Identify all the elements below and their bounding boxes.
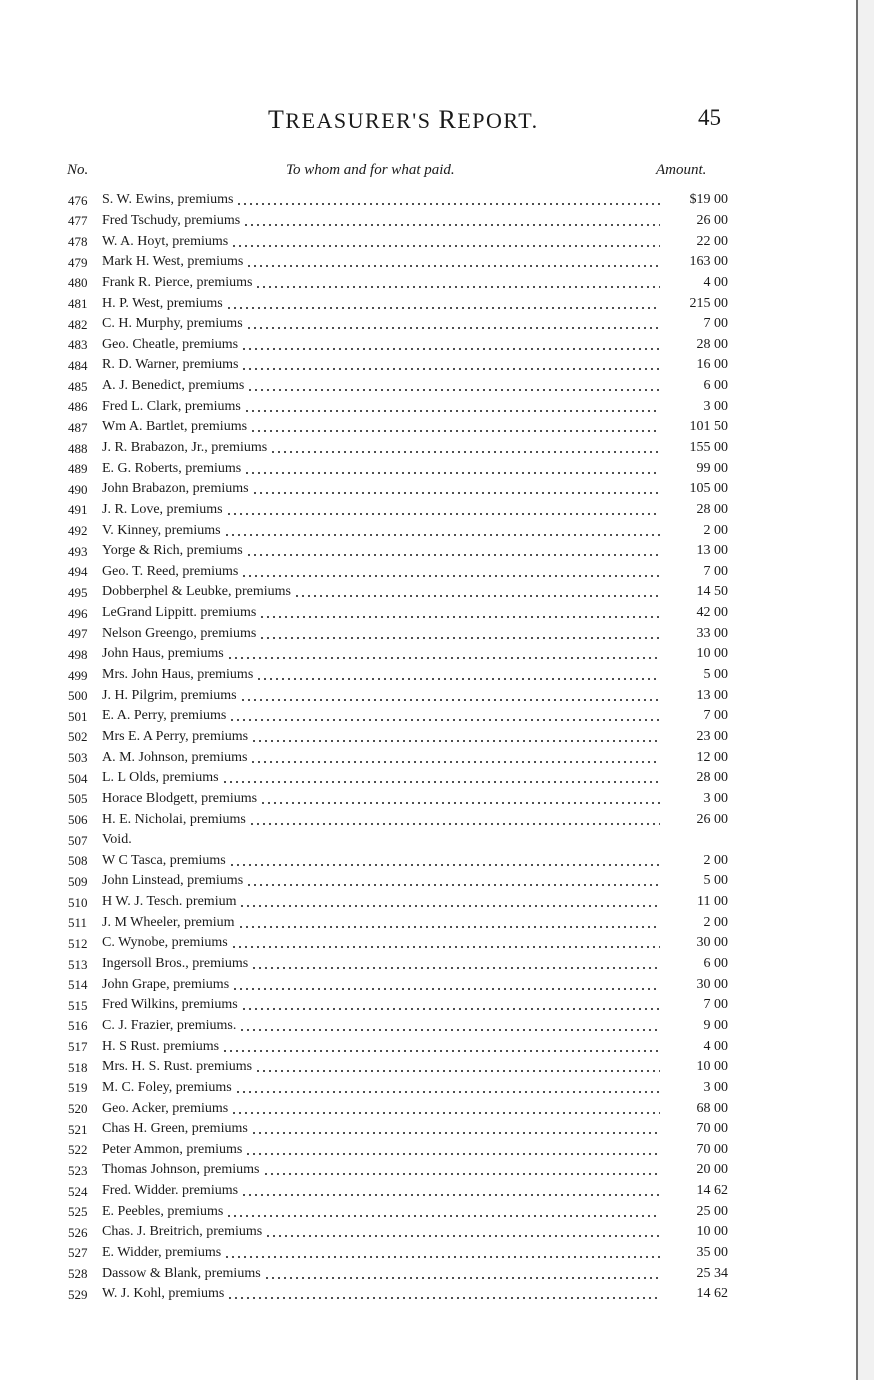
entry-amount: 14 62 (696, 1286, 728, 1302)
list-item (68, 231, 728, 252)
dot-leader (263, 1173, 661, 1175)
entry-amount: 68 00 (696, 1100, 728, 1116)
list-item (68, 520, 728, 541)
entry-payee: C. Wynobe, premiums (102, 935, 228, 951)
dot-leader (231, 946, 660, 948)
dot-leader (247, 389, 660, 391)
entry-number: 500 (68, 688, 88, 704)
entry-payee: L. L Olds, premiums (102, 770, 219, 786)
entry-number: 527 (68, 1245, 88, 1261)
column-header-amount: Amount. (656, 162, 707, 178)
list-item (68, 190, 728, 211)
entry-number: 501 (68, 708, 88, 724)
entry-amount: 23 00 (696, 728, 728, 744)
entry-payee: Mrs. John Haus, premiums (102, 667, 254, 683)
entry-number: 483 (68, 337, 88, 353)
entry-number: 511 (68, 915, 88, 931)
list-item (68, 789, 728, 810)
entry-number: 499 (68, 667, 88, 683)
entry-number: 515 (68, 997, 88, 1013)
entry-payee: John Grape, premiums (102, 976, 230, 992)
entry-payee: John Linstead, premiums (102, 873, 244, 889)
entry-number: 479 (68, 254, 88, 270)
list-item (68, 500, 728, 521)
entry-number: 514 (68, 977, 88, 993)
entry-payee: Geo. T. Reed, premiums (102, 563, 239, 579)
entry-payee: J. H. Pilgrim, premiums (102, 687, 237, 703)
entry-payee: R. D. Warner, premiums (102, 357, 239, 373)
entry-amount: 16 00 (696, 357, 728, 373)
dot-leader (239, 905, 660, 907)
entry-amount: 10 00 (696, 646, 728, 662)
list-item (68, 892, 728, 913)
entry-amount: 5 00 (703, 873, 728, 889)
dot-leader (249, 823, 660, 825)
dot-leader (246, 327, 660, 329)
entry-number: 518 (68, 1059, 88, 1075)
entry-number: 516 (68, 1018, 88, 1034)
entry-amount: 5 00 (703, 667, 728, 683)
list-item (68, 1243, 728, 1264)
dot-leader (252, 492, 660, 494)
list-item (68, 603, 728, 624)
entries-list (68, 190, 728, 1305)
dot-leader (235, 1091, 660, 1093)
list-item (68, 1139, 728, 1160)
list-item (68, 954, 728, 975)
dot-leader (256, 678, 660, 680)
list-item (68, 933, 728, 954)
list-item (68, 376, 728, 397)
entry-payee: Frank R. Pierce, premiums (102, 274, 253, 290)
entry-amount: 4 00 (703, 274, 728, 290)
entry-amount: 70 00 (696, 1121, 728, 1137)
list-item (68, 871, 728, 892)
list-item (68, 685, 728, 706)
list-item (68, 1036, 728, 1057)
dot-leader (246, 554, 660, 556)
column-header-whom: To whom and for what paid. (286, 162, 455, 178)
entry-amount: 4 00 (703, 1038, 728, 1054)
entry-payee: Dassow & Blank, premiums (102, 1265, 261, 1281)
dot-leader (255, 1070, 660, 1072)
entry-payee: J. M Wheeler, premium (102, 914, 235, 930)
list-item (68, 830, 728, 851)
entry-number: 510 (68, 894, 88, 910)
title-part-1: REASURER'S (285, 108, 439, 133)
entry-payee: Dobberphel & Leubke, premiums (102, 584, 291, 600)
entry-number: 492 (68, 523, 88, 539)
entry-amount: 20 00 (696, 1162, 728, 1178)
dot-leader (270, 451, 660, 453)
entry-number: 529 (68, 1286, 88, 1302)
entry-payee: Ingersoll Bros., premiums (102, 956, 249, 972)
entry-number: 525 (68, 1204, 88, 1220)
entry-amount: 25 34 (696, 1265, 728, 1281)
entry-number: 517 (68, 1039, 88, 1055)
entry-amount: 14 62 (696, 1183, 728, 1199)
dot-leader (259, 616, 660, 618)
page-header (0, 105, 874, 139)
entry-payee: A. J. Benedict, premiums (102, 378, 245, 394)
list-item (68, 995, 728, 1016)
dot-leader (241, 575, 660, 577)
entry-payee: J. R. Love, premiums (102, 501, 223, 517)
list-item (68, 458, 728, 479)
entry-number: 482 (68, 316, 88, 332)
column-header-no: No. (67, 162, 89, 178)
list-item (68, 479, 728, 500)
entry-number: 505 (68, 791, 88, 807)
entry-amount: 6 00 (703, 956, 728, 972)
dot-leader (264, 1277, 660, 1279)
entry-payee: Mrs. H. S. Rust. premiums (102, 1059, 253, 1075)
entry-payee: E. A. Perry, premiums (102, 708, 227, 724)
dot-leader (251, 967, 660, 969)
list-item (68, 1181, 728, 1202)
dot-leader (226, 1215, 660, 1217)
entry-number: 495 (68, 584, 88, 600)
dot-leader (250, 761, 660, 763)
entry-amount: 9 00 (703, 1017, 728, 1033)
entry-payee: Fred Tschudy, premiums (102, 212, 241, 228)
entry-number: 520 (68, 1101, 88, 1116)
entry-payee: E. Peebles, premiums (102, 1203, 224, 1219)
dot-leader (294, 595, 660, 597)
entry-payee: Horace Blodgett, premiums (102, 790, 258, 806)
entry-number: 506 (68, 812, 88, 828)
entry-amount: 11 00 (697, 894, 728, 910)
entry-number: 493 (68, 543, 88, 559)
entry-amount: 2 00 (703, 852, 728, 868)
entry-amount: 42 00 (696, 605, 728, 621)
entry-number: 486 (68, 399, 88, 415)
entry-number: 522 (68, 1142, 88, 1158)
entry-amount: 2 00 (703, 914, 728, 930)
entry-amount: 30 00 (696, 976, 728, 992)
dot-leader (227, 1297, 660, 1299)
entry-number: 476 (68, 192, 88, 208)
page-title (268, 105, 539, 135)
list-item (68, 1263, 728, 1284)
list-item (68, 562, 728, 583)
list-item (68, 1160, 728, 1181)
entry-payee: John Haus, premiums (102, 646, 224, 662)
entry-amount: 10 00 (696, 1224, 728, 1240)
entry-number: 484 (68, 357, 88, 373)
entry-amount: 13 00 (696, 543, 728, 559)
entry-number: 496 (68, 605, 88, 621)
entry-payee: Peter Ammon, premiums (102, 1141, 243, 1157)
list-item (68, 809, 728, 830)
dot-leader (224, 534, 660, 536)
dot-leader (246, 265, 660, 267)
entry-number: 508 (68, 853, 88, 869)
dot-leader (241, 1008, 660, 1010)
entry-number: 523 (68, 1162, 88, 1178)
entry-amount: 25 00 (696, 1203, 728, 1219)
dot-leader (251, 1132, 660, 1134)
entry-amount: 7 00 (703, 997, 728, 1013)
entry-number: 524 (68, 1183, 88, 1199)
list-item (68, 1284, 728, 1305)
entry-payee: LeGrand Lippitt. premiums (102, 605, 257, 621)
list-item (68, 314, 728, 335)
dot-leader (245, 1153, 660, 1155)
entry-number: 490 (68, 481, 88, 497)
entry-number: 503 (68, 750, 88, 766)
entry-number: 494 (68, 564, 88, 580)
list-item (68, 355, 728, 376)
entry-number: 512 (68, 935, 88, 951)
list-item (68, 665, 728, 686)
list-item (68, 438, 728, 459)
list-item (68, 706, 728, 727)
entry-amount: 2 00 (703, 522, 728, 538)
entry-amount: 3 00 (703, 398, 728, 414)
list-item (68, 1201, 728, 1222)
column-headers (0, 162, 874, 184)
list-item (68, 623, 728, 644)
entry-payee: H. E. Nicholai, premiums (102, 811, 246, 827)
entry-amount: 3 00 (703, 1079, 728, 1095)
entry-amount: 155 00 (689, 440, 728, 455)
entry-payee: W. J. Kohl, premiums (102, 1286, 225, 1302)
entry-payee: W. A. Hoyt, premiums (102, 233, 229, 249)
entry-number: 509 (68, 873, 88, 889)
dot-leader (255, 286, 660, 288)
entry-amount: 33 00 (696, 625, 728, 641)
entry-amount: $19 00 (689, 192, 728, 208)
title-initial-t: T (268, 105, 286, 134)
entry-amount: 35 00 (696, 1244, 728, 1260)
list-item (68, 211, 728, 232)
list-item (68, 1078, 728, 1099)
entry-amount: 14 50 (696, 584, 728, 600)
entry-number: 489 (68, 461, 88, 477)
dot-leader (222, 781, 660, 783)
entry-amount: 26 00 (696, 212, 728, 228)
dot-leader (243, 224, 660, 226)
entry-payee: E. Widder, premiums (102, 1244, 222, 1260)
dot-leader (260, 802, 660, 804)
entry-amount: 28 00 (696, 336, 728, 352)
dot-leader (229, 864, 660, 866)
list-item (68, 851, 728, 872)
entry-payee: Fred. Widder. premiums (102, 1183, 239, 1199)
dot-leader (227, 657, 660, 659)
entry-payee: C. J. Frazier, premiums. (102, 1017, 237, 1033)
entry-payee: Mark H. West, premiums (102, 254, 244, 270)
entry-payee: S. W. Ewins, premiums (102, 192, 234, 208)
entry-amount: 13 00 (696, 687, 728, 703)
entry-number: 478 (68, 234, 88, 250)
entry-payee: W C Tasca, premiums (102, 852, 226, 868)
entry-payee: V. Kinney, premiums (102, 522, 221, 538)
entry-amount: 6 00 (703, 378, 728, 394)
entry-payee: Mrs E. A Perry, premiums (102, 728, 249, 744)
entry-payee: Nelson Greengo, premiums (102, 625, 257, 641)
entry-amount: 28 00 (696, 770, 728, 786)
entry-payee: E. G. Roberts, premiums (102, 460, 242, 476)
list-item (68, 1057, 728, 1078)
entry-amount: 12 00 (696, 749, 728, 765)
dot-leader (226, 307, 660, 309)
list-item (68, 417, 728, 438)
list-item (68, 1119, 728, 1140)
list-item (68, 252, 728, 273)
entry-amount: 7 00 (703, 316, 728, 332)
list-item (68, 644, 728, 665)
entry-payee: Void. (102, 832, 132, 848)
list-item (68, 727, 728, 748)
dot-leader (244, 472, 660, 474)
entry-number: 513 (68, 956, 88, 972)
dot-leader (251, 740, 660, 742)
entry-number: 480 (68, 275, 88, 291)
entry-number: 488 (68, 440, 88, 456)
entry-payee: Chas. J. Breitrich, premiums (102, 1224, 263, 1240)
entry-number: 526 (68, 1224, 88, 1240)
entry-amount: 99 00 (696, 460, 728, 476)
dot-leader (241, 348, 660, 350)
dot-leader (240, 699, 660, 701)
title-initial-r: R (438, 105, 458, 134)
entry-amount: 26 00 (696, 811, 728, 827)
dot-leader (236, 203, 660, 205)
entry-number: 519 (68, 1080, 88, 1096)
dot-leader (244, 410, 660, 412)
entry-payee: J. R. Brabazon, Jr., premiums (102, 440, 268, 455)
entry-number: 498 (68, 646, 88, 662)
list-item (68, 912, 728, 933)
dot-leader (231, 1112, 660, 1114)
entry-payee: Chas H. Green, premiums (102, 1121, 248, 1137)
entry-payee: Geo. Acker, premiums (102, 1100, 229, 1116)
entry-number: 477 (68, 213, 88, 229)
entry-payee: Fred Wilkins, premiums (102, 997, 238, 1013)
dot-leader (246, 884, 660, 886)
entry-amount: 7 00 (703, 563, 728, 579)
entry-number: 491 (68, 502, 88, 518)
entry-number: 481 (68, 296, 88, 312)
entry-payee: Thomas Johnson, premiums (102, 1162, 260, 1178)
entry-payee: H W. J. Tesch. premium (102, 894, 237, 910)
entry-amount: 22 00 (696, 233, 728, 249)
entry-payee: Yorge & Rich, premiums (102, 543, 243, 559)
page-number: 45 (698, 105, 721, 130)
entry-payee: A. M. Johnson, premiums (102, 749, 248, 765)
entry-amount: 105 00 (689, 481, 728, 497)
entry-amount: 101 50 (689, 419, 728, 435)
list-item (68, 273, 728, 294)
dot-leader (238, 926, 660, 928)
dot-leader (135, 843, 660, 845)
list-item (68, 396, 728, 417)
entry-payee: H. S Rust. premiums (102, 1038, 220, 1054)
list-item (68, 582, 728, 603)
entry-amount: 70 00 (696, 1141, 728, 1157)
dot-leader (259, 637, 660, 639)
list-item (68, 541, 728, 562)
list-item (68, 1016, 728, 1037)
list-item (68, 1098, 728, 1119)
entry-amount: 28 00 (696, 501, 728, 517)
entry-payee: Fred L. Clark, premiums (102, 398, 241, 414)
dot-leader (265, 1235, 660, 1237)
entry-payee: H. P. West, premiums (102, 295, 223, 311)
entry-amount: 215 00 (689, 295, 728, 311)
dot-leader (241, 368, 660, 370)
dot-leader (226, 513, 660, 515)
list-item (68, 974, 728, 995)
entry-payee: Geo. Cheatle, premiums (102, 336, 239, 352)
entry-number: 504 (68, 770, 88, 786)
list-item (68, 1222, 728, 1243)
entry-number: 485 (68, 378, 88, 394)
entry-amount: 30 00 (696, 935, 728, 951)
entry-number: 507 (68, 832, 88, 848)
title-part-2: EPORT. (457, 108, 539, 133)
dot-leader (250, 430, 660, 432)
entry-payee: M. C. Foley, premiums (102, 1079, 232, 1095)
list-item (68, 768, 728, 789)
dot-leader (241, 1194, 660, 1196)
entry-number: 502 (68, 729, 88, 745)
entry-number: 497 (68, 626, 88, 642)
dot-leader (229, 719, 660, 721)
dot-leader (239, 1029, 660, 1031)
entry-payee: C. H. Murphy, premiums (102, 316, 243, 332)
dot-leader (222, 1050, 660, 1052)
entry-payee: John Brabazon, premiums (102, 481, 249, 497)
entry-amount: 10 00 (696, 1059, 728, 1075)
dot-leader (224, 1256, 660, 1258)
entry-number: 521 (68, 1121, 88, 1137)
entry-amount: 163 00 (689, 254, 728, 270)
list-item (68, 293, 728, 314)
entry-amount: 7 00 (703, 708, 728, 724)
dot-leader (232, 988, 660, 990)
entry-payee: Wm A. Bartlet, premiums (102, 419, 248, 435)
list-item (68, 334, 728, 355)
entry-amount: 3 00 (703, 790, 728, 806)
scan-edge-shade (858, 0, 874, 1380)
entry-number: 487 (68, 419, 88, 435)
list-item (68, 747, 728, 768)
dot-leader (231, 245, 660, 247)
entry-number: 528 (68, 1266, 88, 1282)
